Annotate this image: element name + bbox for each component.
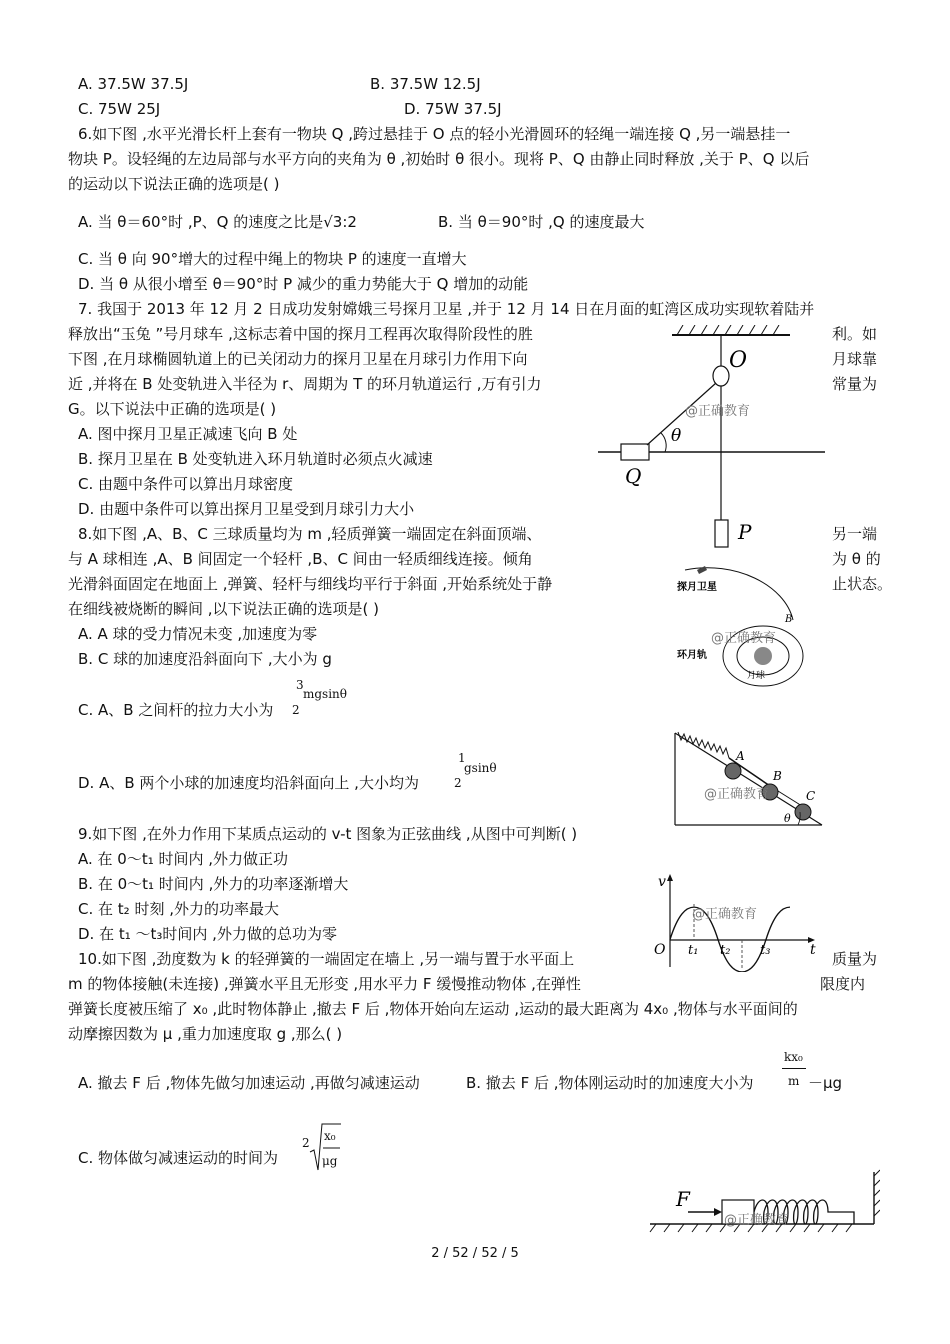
- q10-stem-line2: m 的物体接触(未连接) ,弹簧水平且无形变 ,用水平力 F 缓慢推动物体 ,在弹性: [68, 975, 581, 993]
- q9-option-a: A. 在 0～t₁ 时间内 ,外力做正功: [78, 850, 289, 868]
- watermark: @正确教育: [685, 404, 751, 419]
- label-O: O: [729, 348, 748, 373]
- label-t1: t₁: [688, 943, 699, 958]
- q7-option-a: A. 图中探月卫星正减速飞向 B 处: [78, 425, 298, 443]
- label-t2: t₂: [720, 943, 731, 958]
- q6-option-b: B. 当 θ＝90°时 ,Q 的速度最大: [438, 213, 645, 231]
- q7-option-c: C. 由题中条件可以算出月球密度: [78, 475, 294, 493]
- q9-stem: 9.如下图 ,在外力作用下某质点运动的 v-t 图象为正弦曲线 ,从图中可判断( ): [78, 825, 578, 843]
- label-theta: θ: [671, 426, 682, 446]
- spring: [678, 732, 729, 758]
- q9-option-b: B. 在 0～t₁ 时间内 ,外力的功率逐渐增大: [78, 875, 349, 893]
- q8-stem-line3: 光滑斜面固定在地面上 ,弹簧、轻杆与细线均平行于斜面 ,开始系统处于静: [68, 575, 553, 593]
- fig-q10-spring-block: [648, 1166, 880, 1238]
- q10-option-b-tail: －μg: [808, 1074, 843, 1092]
- q8-option-d-expression: gsinθ: [464, 761, 497, 775]
- label-A: A: [736, 749, 745, 763]
- label-satellite: 探月卫星: [677, 582, 717, 593]
- label-t3: t₃: [760, 943, 771, 958]
- watermark: @正确教育: [692, 907, 758, 922]
- q8-stem-line4: 在细线被烧断的瞬间 ,以下说法正确的选项是( ): [68, 600, 380, 618]
- fig-q9-vt-graph: [650, 872, 825, 972]
- q10-option-b-fraction-bar: [782, 1068, 806, 1069]
- fig-q7-lunar-orbit: [675, 560, 820, 695]
- q8-option-d-denominator: 2: [454, 776, 462, 790]
- watermark: @正确教育: [711, 631, 777, 646]
- q8-stem-line1-end: 另一端: [832, 525, 878, 543]
- label-B: B: [785, 614, 793, 625]
- q8-option-a: A. A 球的受力情况未变 ,加速度为零: [78, 625, 318, 643]
- q5-option-b: B. 37.5W 12.5J: [370, 75, 481, 93]
- q8-stem-line3-end: 止状态。: [832, 575, 893, 593]
- q6-option-c: C. 当 θ 向 90°增大的过程中绳上的物块 P 的速度一直增大: [78, 250, 467, 268]
- block-P: [715, 520, 728, 547]
- q10-option-c: C. 物体做匀减速运动的时间为: [78, 1149, 279, 1167]
- label-t: t: [810, 942, 816, 958]
- q6-stem-line3: 的运动以下说法正确的选项是( ): [68, 175, 280, 193]
- q10-option-b-numerator: kx₀: [784, 1050, 803, 1064]
- q7-stem-line4: 近 ,并将在 B 处变轨进入半径为 r、周期为 T 的环月轨道运行 ,万有引力: [68, 375, 542, 393]
- q10-stem-line4: 动摩擦因数为 μ ,重力加速度取 g ,那么( ): [68, 1025, 343, 1043]
- angle-arc: [661, 433, 666, 452]
- q7-option-d: D. 由题中条件可以算出探月卫星受到月球引力大小: [78, 500, 415, 518]
- q8-option-d: D. A、B 两个小球的加速度均沿斜面向上 ,大小均为: [78, 774, 419, 792]
- q10-option-b-denominator: m: [788, 1074, 800, 1088]
- page-footer: 2 / 52 / 52 / 5: [431, 1246, 519, 1261]
- ceiling-hatch: [677, 325, 779, 335]
- satellite-icon: [697, 566, 707, 574]
- q5-option-d: D. 75W 37.5J: [404, 100, 502, 118]
- moon: [754, 647, 772, 665]
- q8-stem-line1: 8.如下图 ,A、B、C 三球质量均为 m ,轻质弹簧一端固定在斜面顶端、: [78, 525, 542, 543]
- q10-stem-line2-end: 限度内: [820, 975, 866, 993]
- q7-stem-line2-end: 利。如: [832, 325, 878, 343]
- block-Q: [621, 444, 649, 460]
- fig-q6-rope-blocks: [595, 325, 830, 550]
- q7-option-b: B. 探月卫星在 B 处变轨进入环月轨道时必须点火减速: [78, 450, 433, 468]
- q6-option-a: A. 当 θ＝60°时 ,P、Q 的速度之比是√3:2: [78, 213, 357, 231]
- label-moon: 月球: [747, 671, 766, 681]
- label-theta: θ: [784, 812, 791, 825]
- q7-stem-line3-end: 月球靠: [832, 350, 878, 368]
- watermark: @正确教育: [724, 1213, 790, 1228]
- ball-A: [725, 763, 741, 779]
- q7-stem-line4-end: 常量为: [832, 375, 878, 393]
- q6-stem-line2: 物块 P。设轻绳的左边局部与水平方向的夹角为 θ ,初始时 θ 很小。现将 P、Q 由静止同时释放 ,关于 P、Q 以后: [68, 150, 810, 168]
- q6-stem-line1: 6.如下图 ,水平光滑长杆上套有一物块 Q ,跨过悬挂于 O 点的轻小光滑圆环的轻绳一端连接 Q ,另一端悬挂一: [78, 125, 791, 143]
- label-lunar-orbit: 环月轨: [677, 650, 707, 661]
- q5-option-a: A. 37.5W 37.5J: [78, 75, 189, 93]
- label-v: v: [658, 874, 666, 890]
- q5-option-c: C. 75W 25J: [78, 100, 161, 118]
- q10-option-c-numerator: x₀: [324, 1129, 336, 1143]
- transfer-orbit: [685, 568, 793, 620]
- q7-stem-line5: G。以下说法中正确的选项是( ): [68, 400, 277, 418]
- q7-stem-line1: 7. 我国于 2013 年 12 月 2 日成功发射嫦娥三号探月卫星 ,并于 12 月 14 日在月面的虹湾区成功实现软着陆并: [78, 300, 815, 318]
- label-C: C: [806, 789, 816, 803]
- q8-option-c: C. A、B 之间杆的拉力大小为: [78, 701, 274, 719]
- q10-option-b: B. 撤去 F 后 ,物体刚运动时的加速度大小为: [466, 1074, 754, 1092]
- q8-option-c-denominator: 2: [292, 703, 300, 717]
- v-axis-arrow: [667, 874, 673, 881]
- q9-option-c: C. 在 t₂ 时刻 ,外力的功率最大: [78, 900, 279, 918]
- q6-option-d: D. 当 θ 从很小增至 θ＝90°时 P 减少的重力势能大于 Q 增加的动能: [78, 275, 529, 293]
- q8-option-c-expression: mgsinθ: [303, 687, 348, 701]
- watermark: @正确教育: [704, 787, 770, 802]
- fig-q8-incline: [670, 728, 825, 828]
- label-P: P: [738, 520, 752, 544]
- q9-option-d: D. 在 t₁ ～t₃时间内 ,外力做的总功为零: [78, 925, 337, 943]
- q8-option-b: B. C 球的加速度沿斜面向下 ,大小为 g: [78, 650, 332, 668]
- ball-C: [795, 804, 811, 820]
- q10-option-c-denominator: μg: [322, 1154, 338, 1168]
- label-B: B: [773, 769, 782, 783]
- q8-stem-line2-end: 为 θ 的: [832, 550, 881, 568]
- q7-stem-line2: 释放出“玉兔 ”号月球车 ,这标志着中国的探月工程再次取得阶段性的胜: [68, 325, 533, 343]
- label-F: F: [676, 1187, 690, 1211]
- q8-stem-line2: 与 A 球相连 ,A、B 间固定一个轻杆 ,B、C 间由一轻质细线连接。倾角: [68, 550, 533, 568]
- q10-option-c-coefficient: 2: [302, 1136, 310, 1150]
- q10-stem-line3: 弹簧长度被压缩了 x₀ ,此时物体静止 ,撤去 F 后 ,物体开始向左运动 ,运动的最大距离为 4x₀ ,物体与水平面间的: [68, 1000, 798, 1018]
- q8-option-c-numerator: 3: [296, 678, 304, 692]
- q8-option-d-numerator: 1: [458, 751, 466, 765]
- q10-stem-line1-end: 质量为: [832, 950, 878, 968]
- q10-option-a: A. 撤去 F 后 ,物体先做匀加速运动 ,再做匀减速运动: [78, 1074, 420, 1092]
- label-Q: Q: [625, 464, 642, 488]
- force-arrow-head: [714, 1208, 722, 1216]
- q7-stem-line3: 下图 ,在月球椭圆轨道上的已关闭动力的探月卫星在月球引力作用下向: [68, 350, 528, 368]
- label-O: O: [654, 942, 666, 958]
- wall-hatch: [874, 1170, 880, 1216]
- q10-stem-line1: 10.如下图 ,劲度数为 k 的轻弹簧的一端固定在墙上 ,另一端与置于水平面上: [78, 950, 575, 968]
